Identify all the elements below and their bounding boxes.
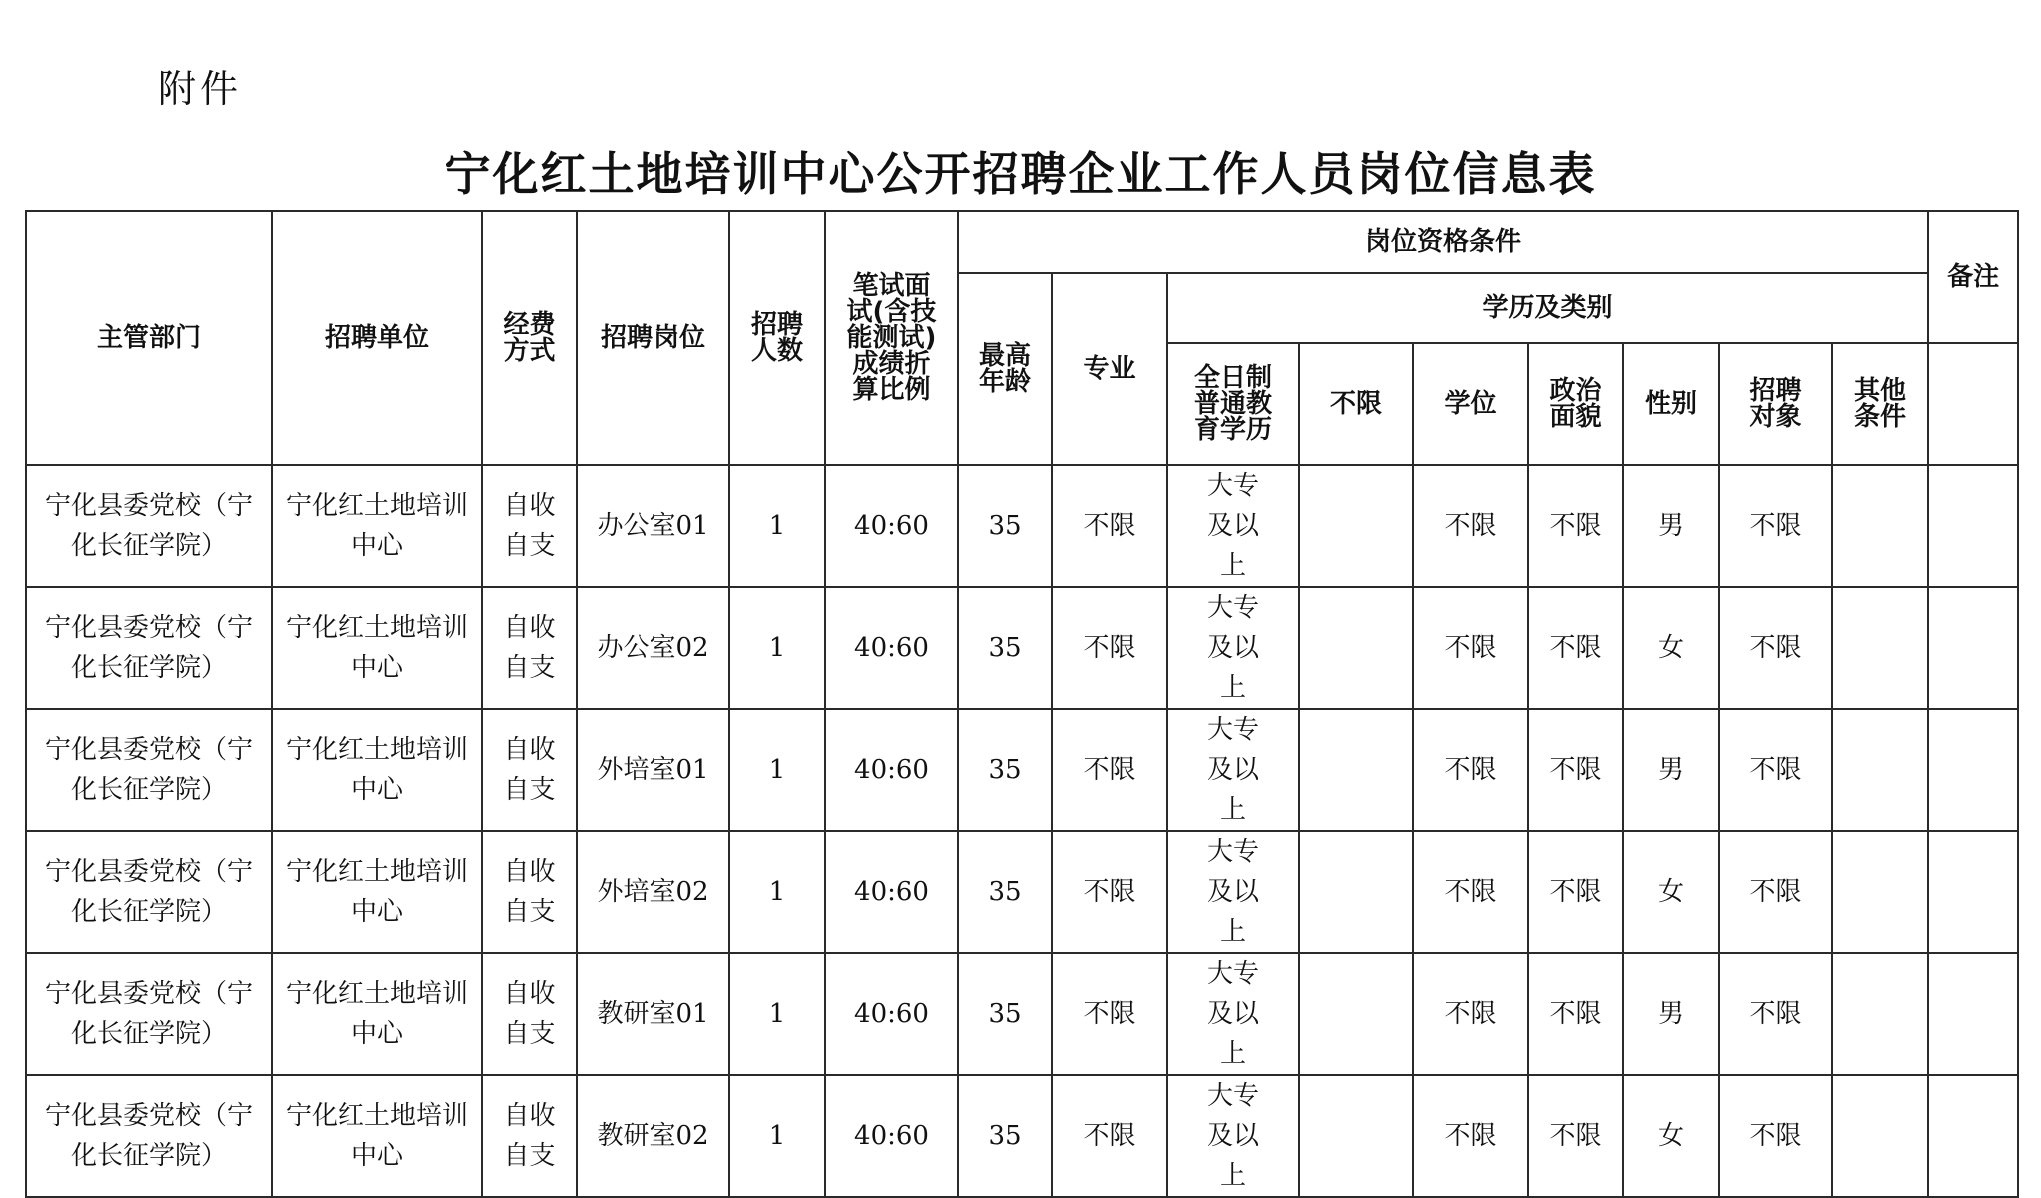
cell-target: 不限 — [1719, 709, 1832, 831]
header-degree: 学位 — [1413, 343, 1528, 465]
cell-degree: 不限 — [1413, 587, 1528, 709]
table-row — [26, 831, 2018, 953]
cell-gender: 女 — [1623, 1075, 1719, 1197]
cell-unlimited — [1299, 831, 1413, 953]
cell-count: 1 — [729, 465, 825, 587]
cell-funding: 自收自支 — [482, 709, 577, 831]
cell-ratio: 40:60 — [825, 953, 958, 1075]
cell-gender: 男 — [1623, 953, 1719, 1075]
cell-political: 不限 — [1528, 831, 1623, 953]
cell-notes — [1928, 465, 2018, 587]
header-unit: 招聘单位 — [272, 211, 482, 465]
cell-notes — [1928, 587, 2018, 709]
cell-dept: 宁化县委党校（宁化长征学院） — [26, 587, 272, 709]
cell-position: 办公室02 — [577, 587, 729, 709]
cell-major: 不限 — [1052, 831, 1167, 953]
cell-political: 不限 — [1528, 1075, 1623, 1197]
cell-notes — [1928, 831, 2018, 953]
cell-other — [1832, 831, 1928, 953]
cell-major: 不限 — [1052, 953, 1167, 1075]
cell-notes — [1928, 709, 2018, 831]
cell-position: 教研室02 — [577, 1075, 729, 1197]
cell-funding: 自收自支 — [482, 953, 577, 1075]
cell-major: 不限 — [1052, 587, 1167, 709]
header-fulltime: 全日制普通教育学历 — [1167, 343, 1299, 465]
cell-degree: 不限 — [1413, 953, 1528, 1075]
cell-unlimited — [1299, 1075, 1413, 1197]
table-row — [26, 709, 2018, 831]
cell-funding: 自收自支 — [482, 831, 577, 953]
cell-gender: 男 — [1623, 465, 1719, 587]
cell-degree: 不限 — [1413, 709, 1528, 831]
header-political: 政治面貌 — [1528, 343, 1623, 465]
cell-count: 1 — [729, 709, 825, 831]
cell-position: 外培室02 — [577, 831, 729, 953]
cell-target: 不限 — [1719, 587, 1832, 709]
header-gender: 性别 — [1623, 343, 1719, 465]
cell-unit: 宁化红土地培训中心 — [272, 587, 482, 709]
cell-funding: 自收自支 — [482, 587, 577, 709]
cell-other — [1832, 953, 1928, 1075]
page-title: 宁化红土地培训中心公开招聘企业工作人员岗位信息表 — [444, 147, 1597, 201]
table-row — [26, 953, 2018, 1075]
cell-count: 1 — [729, 1075, 825, 1197]
cell-target: 不限 — [1719, 465, 1832, 587]
cell-dept: 宁化县委党校（宁化长征学院） — [26, 1075, 272, 1197]
cell-max-age: 35 — [958, 953, 1052, 1075]
table-row — [26, 587, 2018, 709]
cell-unit: 宁化红土地培训中心 — [272, 1075, 482, 1197]
header-education: 学历及类别 — [1167, 273, 1928, 343]
cell-max-age: 35 — [958, 587, 1052, 709]
header-other: 其他条件 — [1832, 343, 1928, 465]
header-target: 招聘对象 — [1719, 343, 1832, 465]
header-qualifications: 岗位资格条件 — [958, 211, 1928, 273]
cell-funding: 自收自支 — [482, 465, 577, 587]
cell-other — [1832, 709, 1928, 831]
cell-position: 办公室01 — [577, 465, 729, 587]
cell-max-age: 35 — [958, 709, 1052, 831]
notes-subcell — [1928, 343, 2018, 465]
header-notes: 备注 — [1928, 211, 2018, 343]
cell-political: 不限 — [1528, 587, 1623, 709]
cell-notes — [1928, 1075, 2018, 1197]
cell-notes — [1928, 953, 2018, 1075]
cell-other — [1832, 1075, 1928, 1197]
cell-gender: 男 — [1623, 709, 1719, 831]
cell-unlimited — [1299, 587, 1413, 709]
cell-target: 不限 — [1719, 1075, 1832, 1197]
cell-dept: 宁化县委党校（宁化长征学院） — [26, 465, 272, 587]
cell-dept: 宁化县委党校（宁化长征学院） — [26, 953, 272, 1075]
cell-ratio: 40:60 — [825, 587, 958, 709]
cell-dept: 宁化县委党校（宁化长征学院） — [26, 709, 272, 831]
cell-ratio: 40:60 — [825, 465, 958, 587]
cell-fulltime: 大专及以上 — [1167, 709, 1299, 831]
cell-political: 不限 — [1528, 465, 1623, 587]
cell-max-age: 35 — [958, 465, 1052, 587]
cell-unit: 宁化红土地培训中心 — [272, 953, 482, 1075]
attachment-label: 附件 — [158, 67, 243, 111]
cell-unit: 宁化红土地培训中心 — [272, 709, 482, 831]
cell-target: 不限 — [1719, 953, 1832, 1075]
cell-fulltime: 大专及以上 — [1167, 465, 1299, 587]
cell-political: 不限 — [1528, 953, 1623, 1075]
cell-unlimited — [1299, 953, 1413, 1075]
table-row — [26, 465, 2018, 587]
header-max-age: 最高年龄 — [958, 273, 1052, 465]
cell-funding: 自收自支 — [482, 1075, 577, 1197]
header-count: 招聘人数 — [729, 211, 825, 465]
header-major: 专业 — [1052, 273, 1167, 465]
cell-target: 不限 — [1719, 831, 1832, 953]
cell-other — [1832, 465, 1928, 587]
cell-position: 外培室01 — [577, 709, 729, 831]
cell-unit: 宁化红土地培训中心 — [272, 465, 482, 587]
cell-count: 1 — [729, 953, 825, 1075]
cell-major: 不限 — [1052, 709, 1167, 831]
header-ratio: 笔试面试(含技能测试)成绩折算比例 — [825, 211, 958, 465]
cell-fulltime: 大专及以上 — [1167, 587, 1299, 709]
cell-unit: 宁化红土地培训中心 — [272, 831, 482, 953]
cell-other — [1832, 587, 1928, 709]
cell-degree: 不限 — [1413, 831, 1528, 953]
cell-fulltime: 大专及以上 — [1167, 953, 1299, 1075]
cell-max-age: 35 — [958, 831, 1052, 953]
cell-fulltime: 大专及以上 — [1167, 831, 1299, 953]
cell-fulltime: 大专及以上 — [1167, 1075, 1299, 1197]
cell-political: 不限 — [1528, 709, 1623, 831]
cell-gender: 女 — [1623, 587, 1719, 709]
cell-max-age: 35 — [958, 1075, 1052, 1197]
header-unlimited: 不限 — [1299, 343, 1413, 465]
header-dept: 主管部门 — [26, 211, 272, 465]
cell-count: 1 — [729, 831, 825, 953]
cell-major: 不限 — [1052, 465, 1167, 587]
cell-count: 1 — [729, 587, 825, 709]
cell-ratio: 40:60 — [825, 1075, 958, 1197]
job-info-table — [25, 210, 2019, 1198]
header-position: 招聘岗位 — [577, 211, 729, 465]
cell-ratio: 40:60 — [825, 831, 958, 953]
cell-position: 教研室01 — [577, 953, 729, 1075]
table-row — [26, 1075, 2018, 1197]
cell-unlimited — [1299, 709, 1413, 831]
cell-degree: 不限 — [1413, 465, 1528, 587]
cell-degree: 不限 — [1413, 1075, 1528, 1197]
cell-major: 不限 — [1052, 1075, 1167, 1197]
header-funding: 经费方式 — [482, 211, 577, 465]
cell-gender: 女 — [1623, 831, 1719, 953]
cell-unlimited — [1299, 465, 1413, 587]
cell-ratio: 40:60 — [825, 709, 958, 831]
cell-dept: 宁化县委党校（宁化长征学院） — [26, 831, 272, 953]
